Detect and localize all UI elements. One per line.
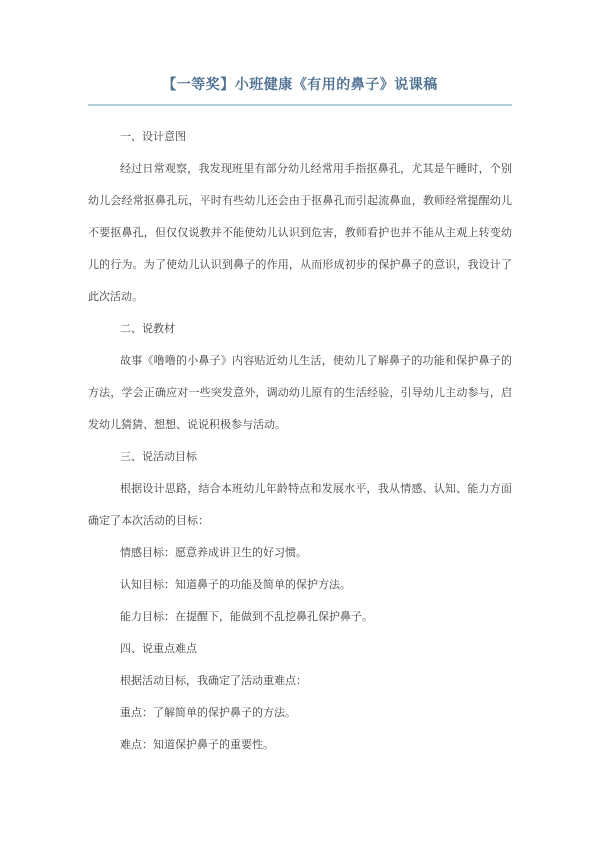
section-heading-design-intent: 一、设计意图 xyxy=(120,131,186,143)
body-paragraph: 根据活动目标，我确定了活动重难点： xyxy=(120,675,307,687)
body-paragraph: 根据设计思路，结合本班幼儿年龄特点和发展水平，我从情感、认知、能力方面确定了本次活动的目标： xyxy=(88,483,512,527)
section-heading-key-difficult-points: 四、说重点难点 xyxy=(120,643,197,655)
difficult-point-line: 难点：知道保护鼻子的重要性。 xyxy=(120,739,274,751)
body-paragraph: 故事《噜噜的小鼻子》内容贴近幼儿生活，使幼儿了解鼻子的功能和保护鼻子的方法，学会正确应对一些突发意外，调动幼儿原有的生活经验，引导幼儿主动参与，启发幼儿猜猜、想想、说说积极参与活动。 xyxy=(88,355,512,431)
key-point-line: 重点：了解简单的保护鼻子的方法。 xyxy=(120,707,296,719)
title-divider xyxy=(88,104,512,106)
document-title: 【一等奖】小班健康《有用的鼻子》说课稿 xyxy=(162,76,438,92)
document-body xyxy=(88,121,512,761)
goal-line-emotion: 情感目标：愿意养成讲卫生的好习惯。 xyxy=(120,547,307,559)
goal-line-ability: 能力目标：在提醒下，能做到不乱挖鼻孔保护鼻子。 xyxy=(120,611,373,623)
body-paragraph: 经过日常观察，我发现班里有部分幼儿经常用手指抠鼻孔，尤其是午睡时，个别幼儿会经常抠鼻孔玩，平时有些幼儿还会由于抠鼻孔而引起流鼻血，教师经常提醒幼儿不要抠鼻孔，但仅仅说教并不能使幼儿认识到危害，教师看护也并不能从主观上转变幼儿的行为。为了使幼儿认识到鼻子的作用，从而形成初步的保护鼻子的意识，我设计了此次活动。 xyxy=(88,163,512,303)
goal-line-cognition: 认知目标：知道鼻子的功能及简单的保护方法。 xyxy=(120,579,351,591)
section-heading-activity-goals: 三、说活动目标 xyxy=(120,451,197,463)
section-heading-teaching-material: 二、说教材 xyxy=(120,323,175,335)
